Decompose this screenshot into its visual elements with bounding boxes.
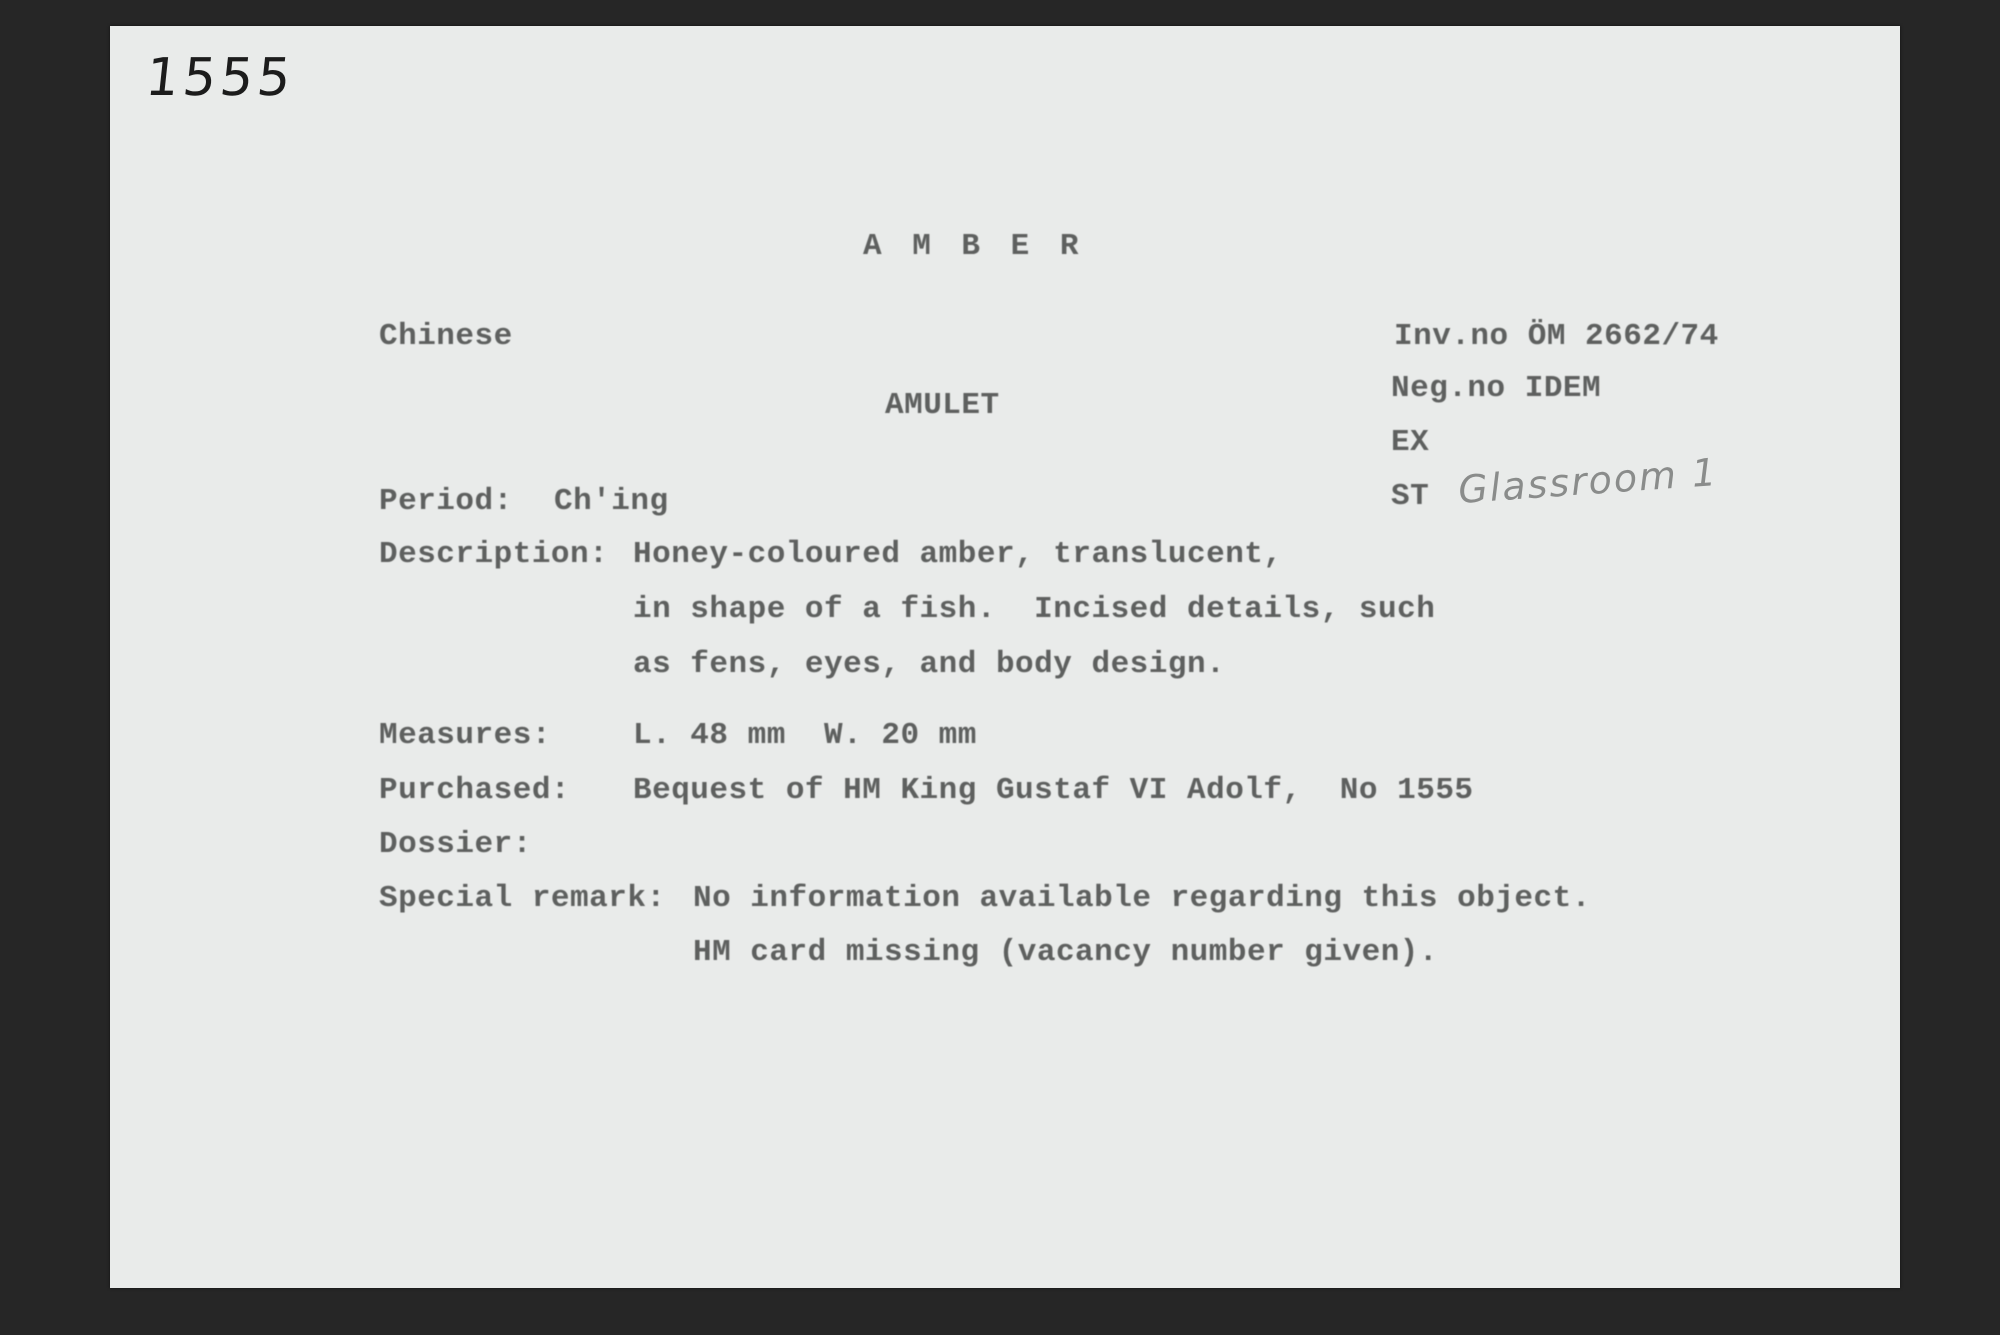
catalogue-card — [110, 26, 1900, 1288]
special-remark-label: Special remark: — [379, 881, 666, 916]
negative-number: Neg.no IDEM — [1391, 371, 1602, 406]
description-line: in shape of a fish. Incised details, such — [633, 592, 1436, 627]
period-value: Ch'ing — [554, 484, 669, 519]
object-name: AMULET — [885, 388, 1000, 423]
period-label: Period: — [379, 484, 513, 519]
inventory-number: Inv.no ÖM 2662/74 — [1394, 319, 1719, 354]
special-remark-line: HM card missing (vacancy number given). — [693, 935, 1439, 970]
handwritten-card-number: 1555 — [142, 48, 298, 108]
purchased-value: Bequest of HM King Gustaf VI Adolf, No 1555 — [633, 773, 1474, 808]
dossier-label: Dossier: — [379, 827, 532, 862]
material-heading: A M B E R — [863, 229, 1085, 264]
description-line: as fens, eyes, and body design. — [633, 647, 1226, 682]
measures-value: L. 48 mm W. 20 mm — [633, 718, 977, 753]
st-label: ST — [1391, 479, 1430, 514]
special-remark-line: No information available regarding this object. — [693, 881, 1591, 916]
ex-label: EX — [1391, 425, 1430, 460]
origin-text: Chinese — [379, 319, 513, 354]
measures-label: Measures: — [379, 718, 551, 753]
purchased-label: Purchased: — [379, 773, 571, 808]
handwritten-location-note: Glassroom 1 — [1456, 449, 1720, 513]
description-label: Description: — [379, 537, 609, 572]
description-line: Honey-coloured amber, translucent, — [633, 537, 1283, 572]
